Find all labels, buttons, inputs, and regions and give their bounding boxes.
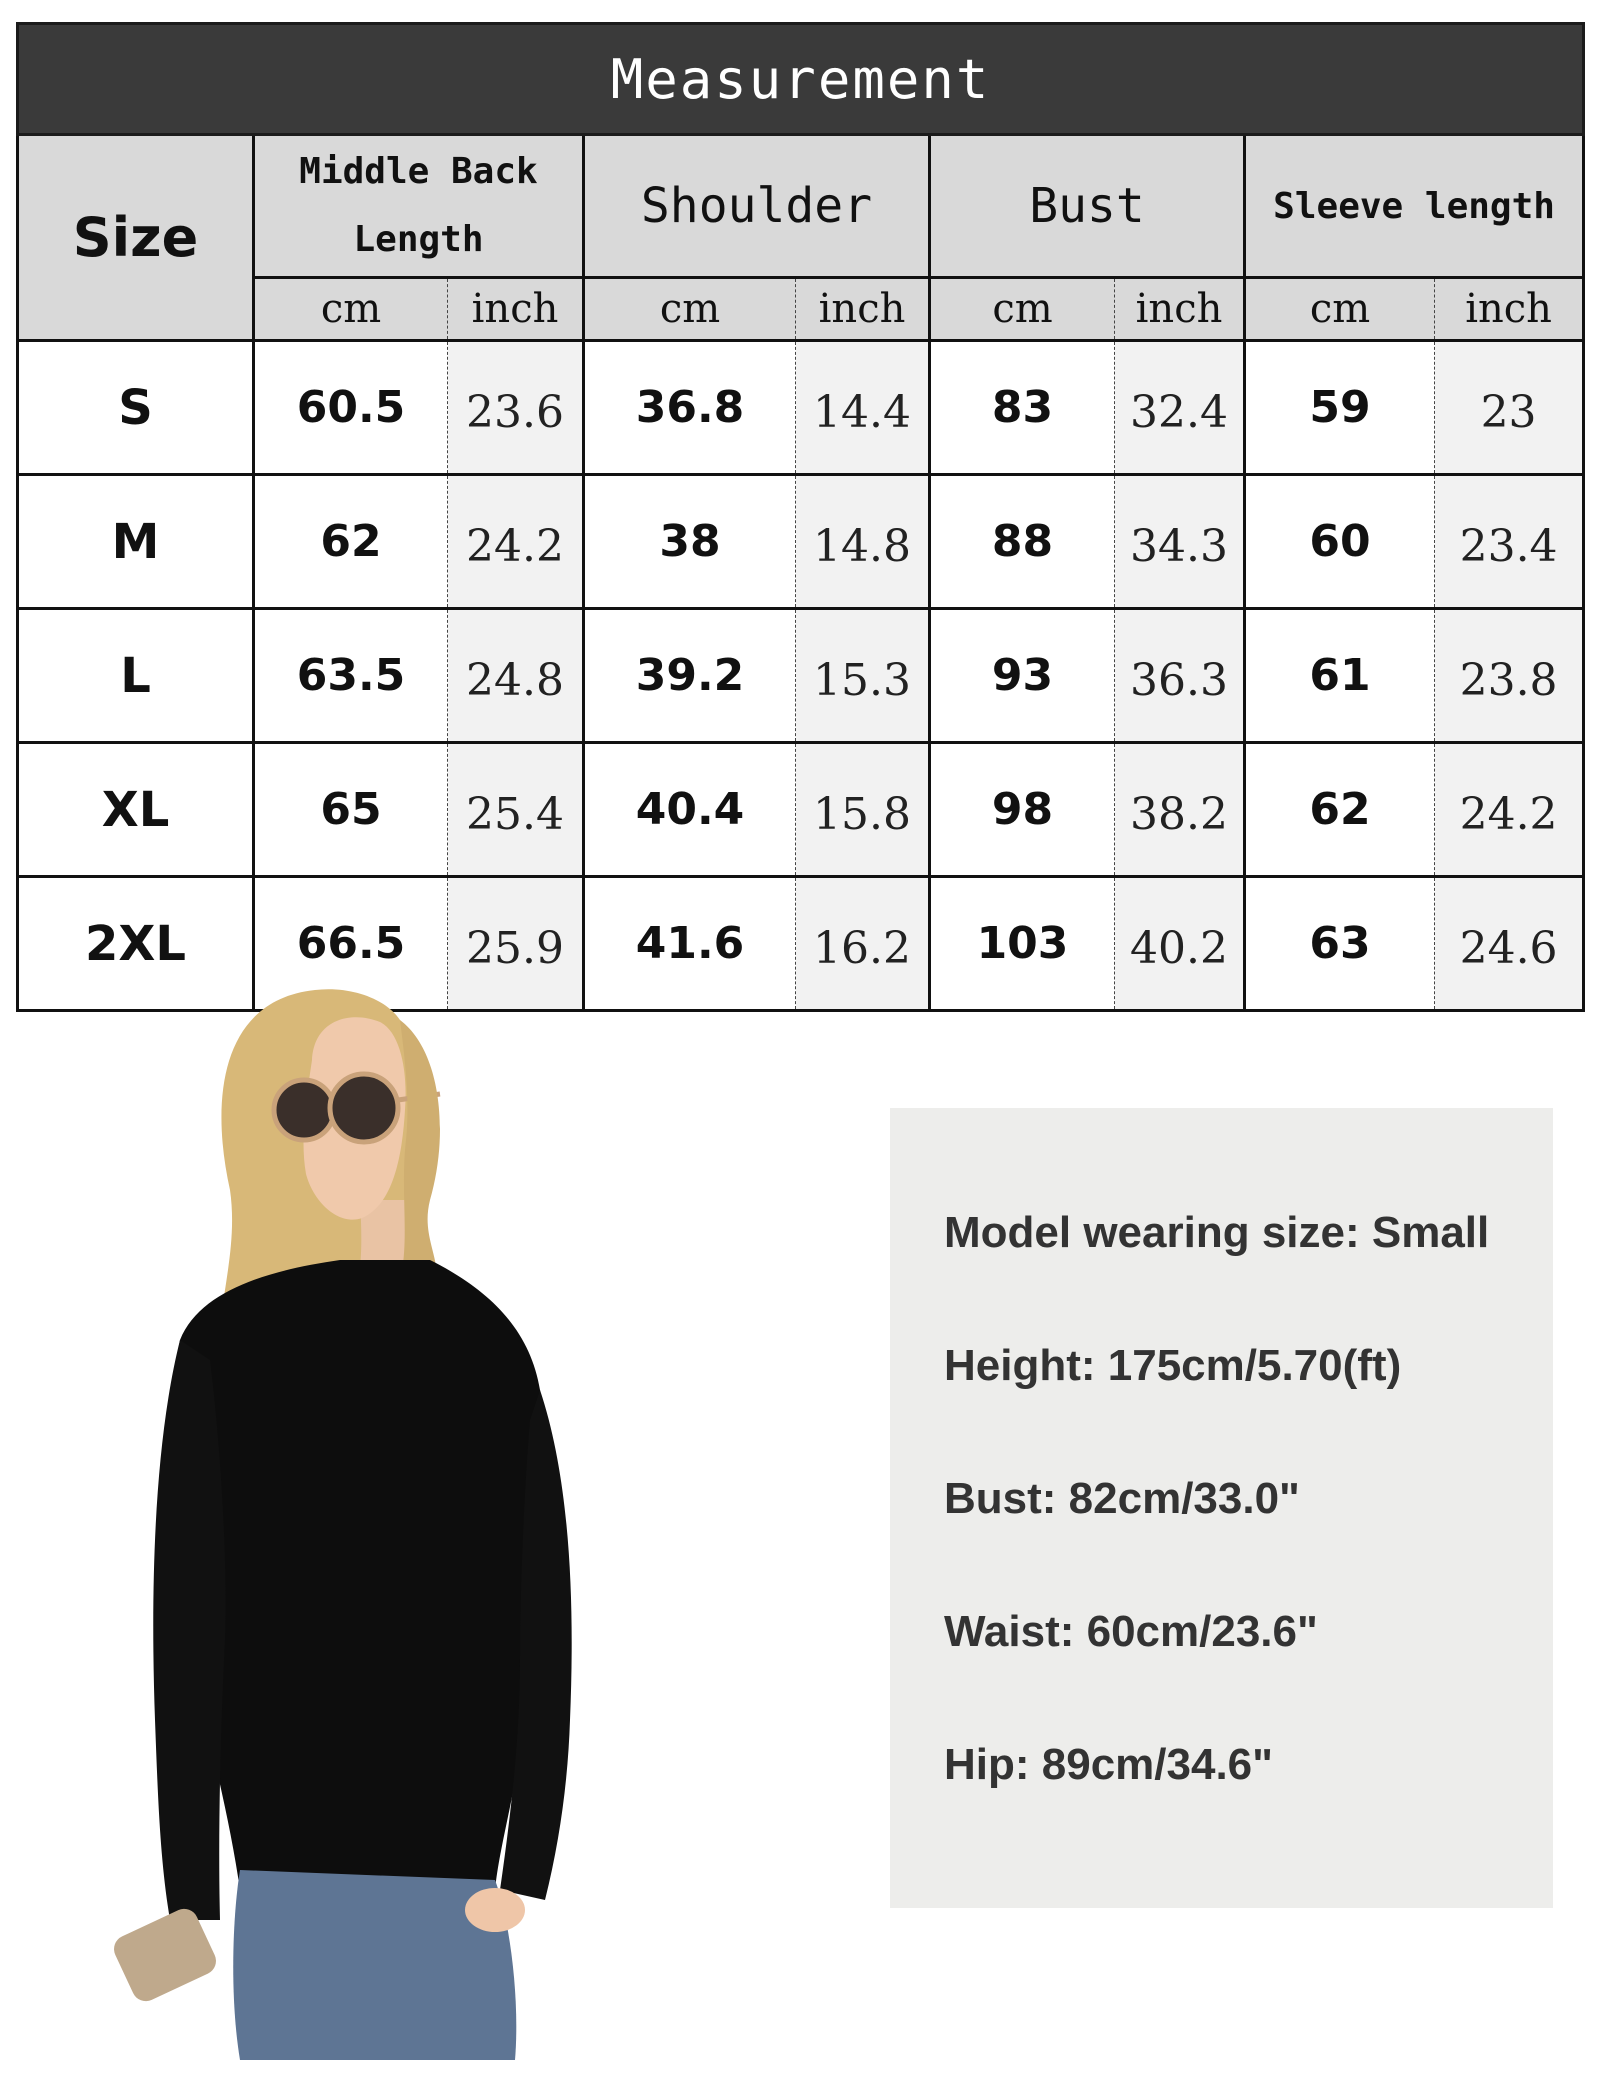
inch-value: 15.3: [796, 609, 930, 743]
unit-header-cm: cm: [584, 278, 796, 341]
cm-value: 41.6: [584, 877, 796, 1011]
size-column-header: Size: [18, 135, 254, 341]
cm-value: 103: [930, 877, 1115, 1011]
table-row: [18, 341, 1584, 475]
unit-header-inch: inch: [1115, 278, 1245, 341]
bust-header: Bust: [930, 135, 1245, 278]
inch-value: 25.9: [448, 877, 584, 1011]
inch-value: 16.2: [796, 877, 930, 1011]
inch-value: 38.2: [1115, 743, 1245, 877]
inch-value: 23.4: [1435, 475, 1584, 609]
size-label: L: [18, 609, 254, 743]
unit-header-inch: inch: [448, 278, 584, 341]
cm-value: 98: [930, 743, 1115, 877]
model-wearing-size: Model wearing size: Small: [944, 1208, 1490, 1257]
middle-back-length-header: [254, 135, 584, 278]
unit-header-inch: inch: [1435, 278, 1584, 341]
cm-value: 59: [1245, 341, 1435, 475]
inch-value: 40.2: [1115, 877, 1245, 1011]
shoulder-header: Shoulder: [584, 135, 930, 278]
right-hand: [465, 1888, 525, 1932]
cm-value: 60: [1245, 475, 1435, 609]
size-label: XL: [18, 743, 254, 877]
inch-value: 32.4: [1115, 341, 1245, 475]
left-sleeve: [153, 1340, 225, 1920]
model-bust: Bust: 82cm/33.0": [944, 1474, 1300, 1523]
unit-header-cm: cm: [1245, 278, 1435, 341]
size-label: S: [18, 341, 254, 475]
model-photo: [100, 960, 720, 2060]
cm-value: 88: [930, 475, 1115, 609]
cm-value: 83: [930, 341, 1115, 475]
table-row: [18, 475, 1584, 609]
table-row: [18, 743, 1584, 877]
inch-value: 15.8: [796, 743, 930, 877]
black-turtleneck-top: [169, 1260, 544, 1890]
inch-value: 25.4: [448, 743, 584, 877]
model-waist: Waist: 60cm/23.6": [944, 1607, 1318, 1656]
inch-value: 14.4: [796, 341, 930, 475]
cm-value: 36.8: [584, 341, 796, 475]
inch-value: 24.8: [448, 609, 584, 743]
inch-value: 23: [1435, 341, 1584, 475]
table-title: Measurement: [18, 24, 1584, 135]
middle-back-length-label-line1: Middle Back: [299, 150, 538, 192]
cm-value: 61: [1245, 609, 1435, 743]
inch-value: 24.2: [1435, 743, 1584, 877]
inch-value: 23.6: [448, 341, 584, 475]
hair-front: [400, 1020, 440, 1300]
size-label: 2XL: [18, 877, 254, 1011]
unit-header-inch: inch: [796, 278, 930, 341]
cm-value: 63.5: [254, 609, 448, 743]
unit-header-cm: cm: [930, 278, 1115, 341]
cm-value: 93: [930, 609, 1115, 743]
inch-value: 14.8: [796, 475, 930, 609]
cm-value: 60.5: [254, 341, 448, 475]
cm-value: 62: [254, 475, 448, 609]
size-chart-table: [16, 22, 1585, 1012]
inch-value: 24.6: [1435, 877, 1584, 1011]
cm-value: 66.5: [254, 877, 448, 1011]
cm-value: 63: [1245, 877, 1435, 1011]
cm-value: 40.4: [584, 743, 796, 877]
model-info-panel: [890, 1108, 1553, 1908]
cm-value: 39.2: [584, 609, 796, 743]
inch-value: 34.3: [1115, 475, 1245, 609]
table-row: [18, 609, 1584, 743]
model-height: Height: 175cm/5.70(ft): [944, 1341, 1402, 1390]
cm-value: 38: [584, 475, 796, 609]
unit-header-cm: cm: [254, 278, 448, 341]
sleeve-length-header: Sleeve length: [1245, 135, 1584, 278]
middle-back-length-label-line2: Length: [353, 219, 484, 260]
size-label: M: [18, 475, 254, 609]
size-rows: [18, 341, 1584, 1011]
inch-value: 24.2: [448, 475, 584, 609]
model-hip: Hip: 89cm/34.6": [944, 1740, 1274, 1789]
inch-value: 23.8: [1435, 609, 1584, 743]
cm-value: 65: [254, 743, 448, 877]
inch-value: 36.3: [1115, 609, 1245, 743]
cm-value: 62: [1245, 743, 1435, 877]
